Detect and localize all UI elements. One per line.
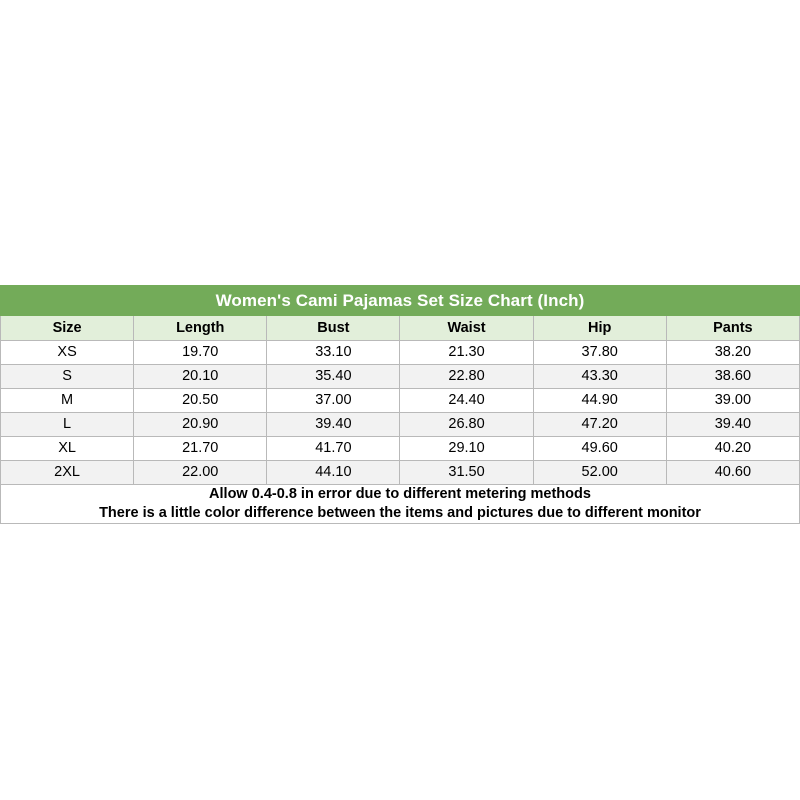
cell-hip: 43.30 [533,365,666,389]
size-chart-container [0,285,800,524]
cell-length: 20.50 [134,389,267,413]
cell-hip: 52.00 [533,461,666,485]
cell-pants: 38.20 [666,341,799,365]
cell-hip: 47.20 [533,413,666,437]
title-row [1,286,800,316]
cell-pants: 40.60 [666,461,799,485]
cell-waist: 22.80 [400,365,533,389]
cell-hip: 44.90 [533,389,666,413]
cell-pants: 40.20 [666,437,799,461]
chart-title: Women's Cami Pajamas Set Size Chart (Inch) [1,286,800,316]
cell-length: 20.90 [134,413,267,437]
size-chart-body [1,286,800,524]
cell-waist: 24.40 [400,389,533,413]
cell-size: M [1,389,134,413]
cell-length: 19.70 [134,341,267,365]
cell-size: XS [1,341,134,365]
table-row [1,461,800,485]
table-row [1,389,800,413]
cell-size: 2XL [1,461,134,485]
table-row [1,437,800,461]
cell-waist: 31.50 [400,461,533,485]
cell-bust: 35.40 [267,365,400,389]
cell-pants: 38.60 [666,365,799,389]
cell-bust: 41.70 [267,437,400,461]
column-header-hip: Hip [533,316,666,341]
cell-size: XL [1,437,134,461]
notes-row [1,485,800,524]
cell-length: 20.10 [134,365,267,389]
table-row [1,413,800,437]
note-metering: Allow 0.4-0.8 in error due to different metering methods [209,486,591,502]
column-header-length: Length [134,316,267,341]
cell-waist: 21.30 [400,341,533,365]
cell-length: 21.70 [134,437,267,461]
cell-waist: 26.80 [400,413,533,437]
column-header-pants: Pants [666,316,799,341]
size-chart-table [0,285,800,524]
cell-bust: 44.10 [267,461,400,485]
cell-hip: 37.80 [533,341,666,365]
cell-size: L [1,413,134,437]
cell-length: 22.00 [134,461,267,485]
cell-pants: 39.40 [666,413,799,437]
table-row [1,341,800,365]
table-row [1,365,800,389]
column-header-bust: Bust [267,316,400,341]
cell-bust: 37.00 [267,389,400,413]
notes-cell [1,485,800,524]
column-header-size: Size [1,316,134,341]
cell-bust: 33.10 [267,341,400,365]
cell-size: S [1,365,134,389]
cell-waist: 29.10 [400,437,533,461]
cell-hip: 49.60 [533,437,666,461]
cell-bust: 39.40 [267,413,400,437]
note-color: There is a little color difference between the items and pictures due to different monitor [99,505,701,521]
column-header-row [1,316,800,341]
column-header-waist: Waist [400,316,533,341]
cell-pants: 39.00 [666,389,799,413]
